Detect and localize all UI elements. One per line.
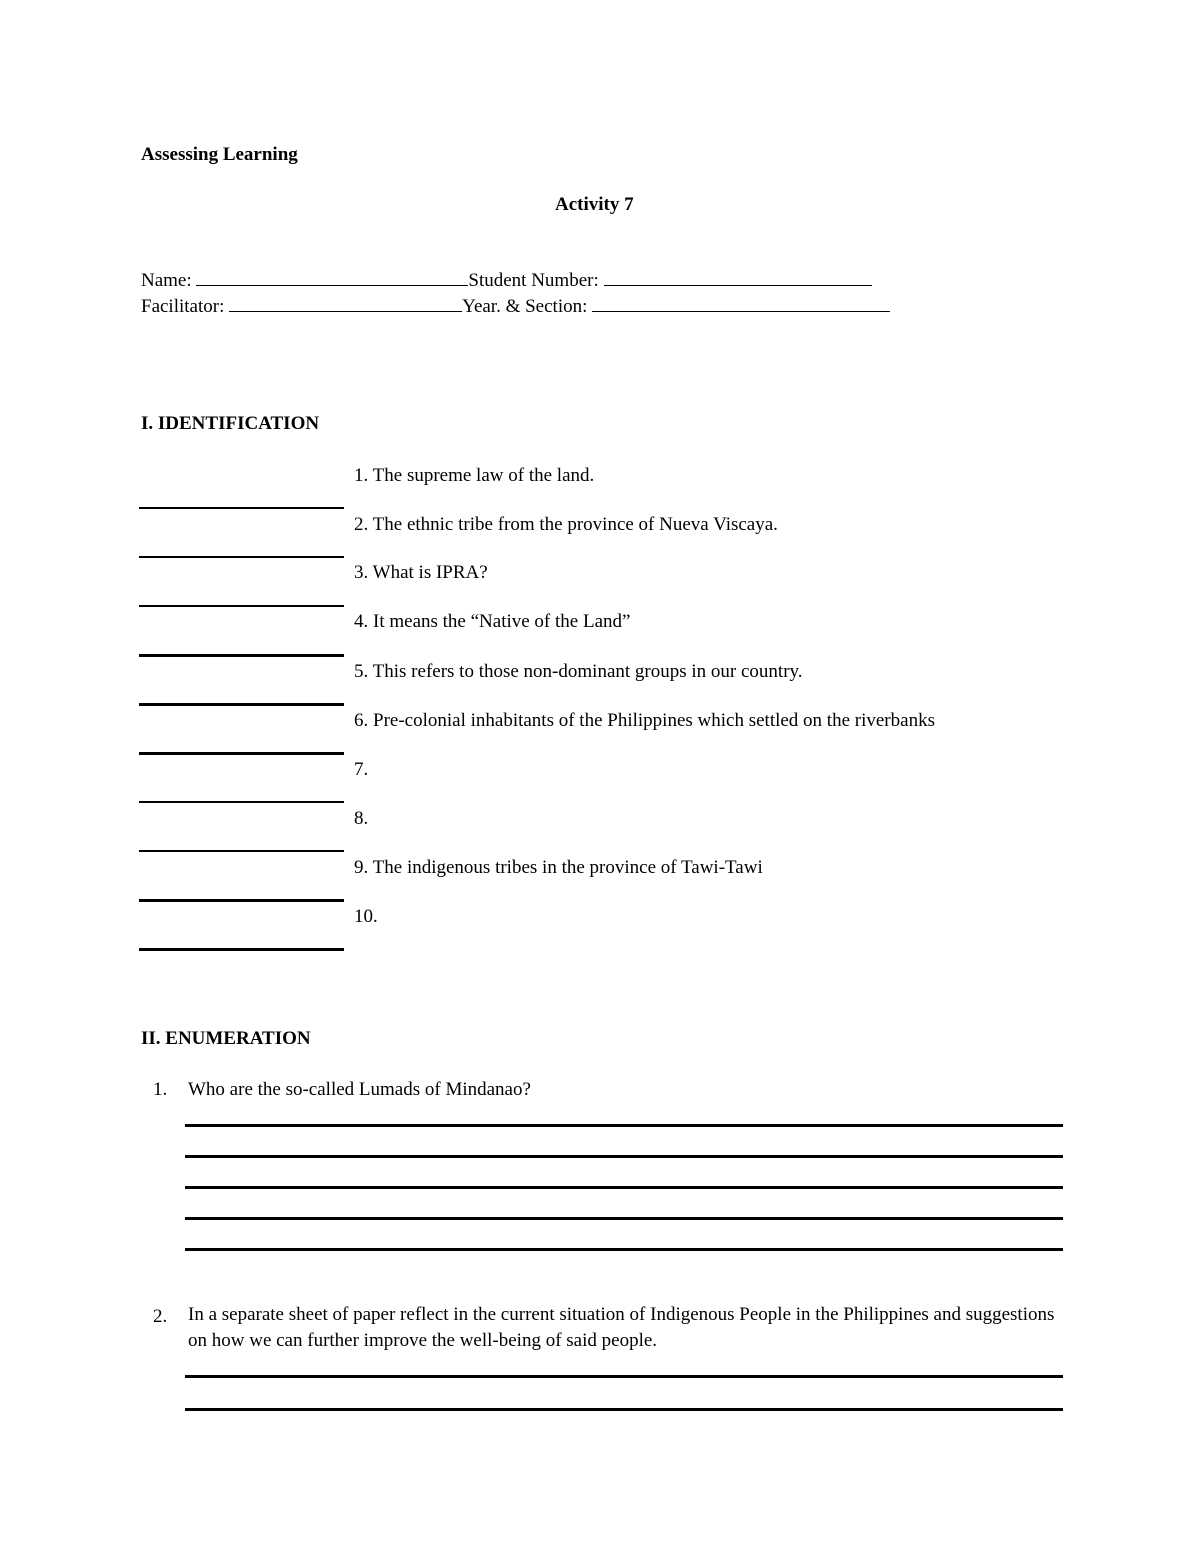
facilitator-label: Facilitator:: [141, 296, 225, 317]
name-row: [141, 269, 872, 290]
answer-blank[interactable]: [139, 899, 344, 902]
year-section-blank[interactable]: [592, 295, 890, 312]
answer-line[interactable]: [185, 1186, 1063, 1189]
identification-item: 1. The supreme law of the land.: [354, 465, 595, 486]
answer-blank[interactable]: [139, 752, 344, 755]
identification-item: 2. The ethnic tribe from the province of Nueva Viscaya.: [354, 514, 778, 535]
facilitator-blank[interactable]: [229, 295, 462, 312]
identification-item: 4. It means the “Native of the Land”: [354, 611, 631, 632]
name-label: Name:: [141, 270, 192, 291]
year-section-label: Year. & Section:: [462, 296, 588, 317]
answer-line[interactable]: [185, 1155, 1063, 1158]
identification-item: 6. Pre-colonial inhabitants of the Philippines which settled on the riverbanks: [354, 710, 935, 731]
activity-title: Activity 7: [555, 194, 634, 215]
answer-blank[interactable]: [139, 556, 344, 558]
facilitator-row: [141, 295, 890, 316]
answer-line[interactable]: [185, 1217, 1063, 1220]
answer-line[interactable]: [185, 1248, 1063, 1251]
identification-item: 3. What is IPRA?: [354, 562, 488, 583]
answer-line[interactable]: [185, 1124, 1063, 1127]
answer-blank[interactable]: [139, 801, 344, 803]
answer-blank[interactable]: [139, 605, 344, 607]
question-number: 2.: [153, 1306, 168, 1327]
identification-heading: I. IDENTIFICATION: [141, 413, 320, 434]
student-number-blank[interactable]: [604, 269, 872, 286]
answer-blank[interactable]: [139, 507, 344, 509]
name-blank[interactable]: [196, 269, 468, 286]
answer-blank[interactable]: [139, 703, 344, 706]
section-label: Assessing Learning: [141, 144, 298, 165]
answer-blank[interactable]: [139, 654, 344, 657]
answer-blank[interactable]: [139, 948, 344, 951]
answer-line[interactable]: [185, 1375, 1063, 1378]
identification-item: 10.: [354, 906, 378, 927]
identification-item: 8.: [354, 808, 369, 829]
answer-blank[interactable]: [139, 850, 344, 852]
question-number: 1.: [153, 1079, 168, 1100]
enumeration-heading: II. ENUMERATION: [141, 1028, 311, 1049]
question-text: In a separate sheet of paper reflect in the current situation of Indigenous People in the Philippines and suggestions on how we can further improve the well-being of said people.: [188, 1304, 1055, 1351]
identification-item: 9. The indigenous tribes in the province of Tawi-Tawi: [354, 857, 763, 878]
identification-item: 5. This refers to those non-dominant groups in our country.: [354, 661, 803, 682]
answer-line[interactable]: [185, 1408, 1063, 1411]
student-number-label: Student Number:: [468, 270, 599, 291]
question-text: Who are the so-called Lumads of Mindanao?: [188, 1079, 531, 1100]
identification-item: 7.: [354, 759, 369, 780]
